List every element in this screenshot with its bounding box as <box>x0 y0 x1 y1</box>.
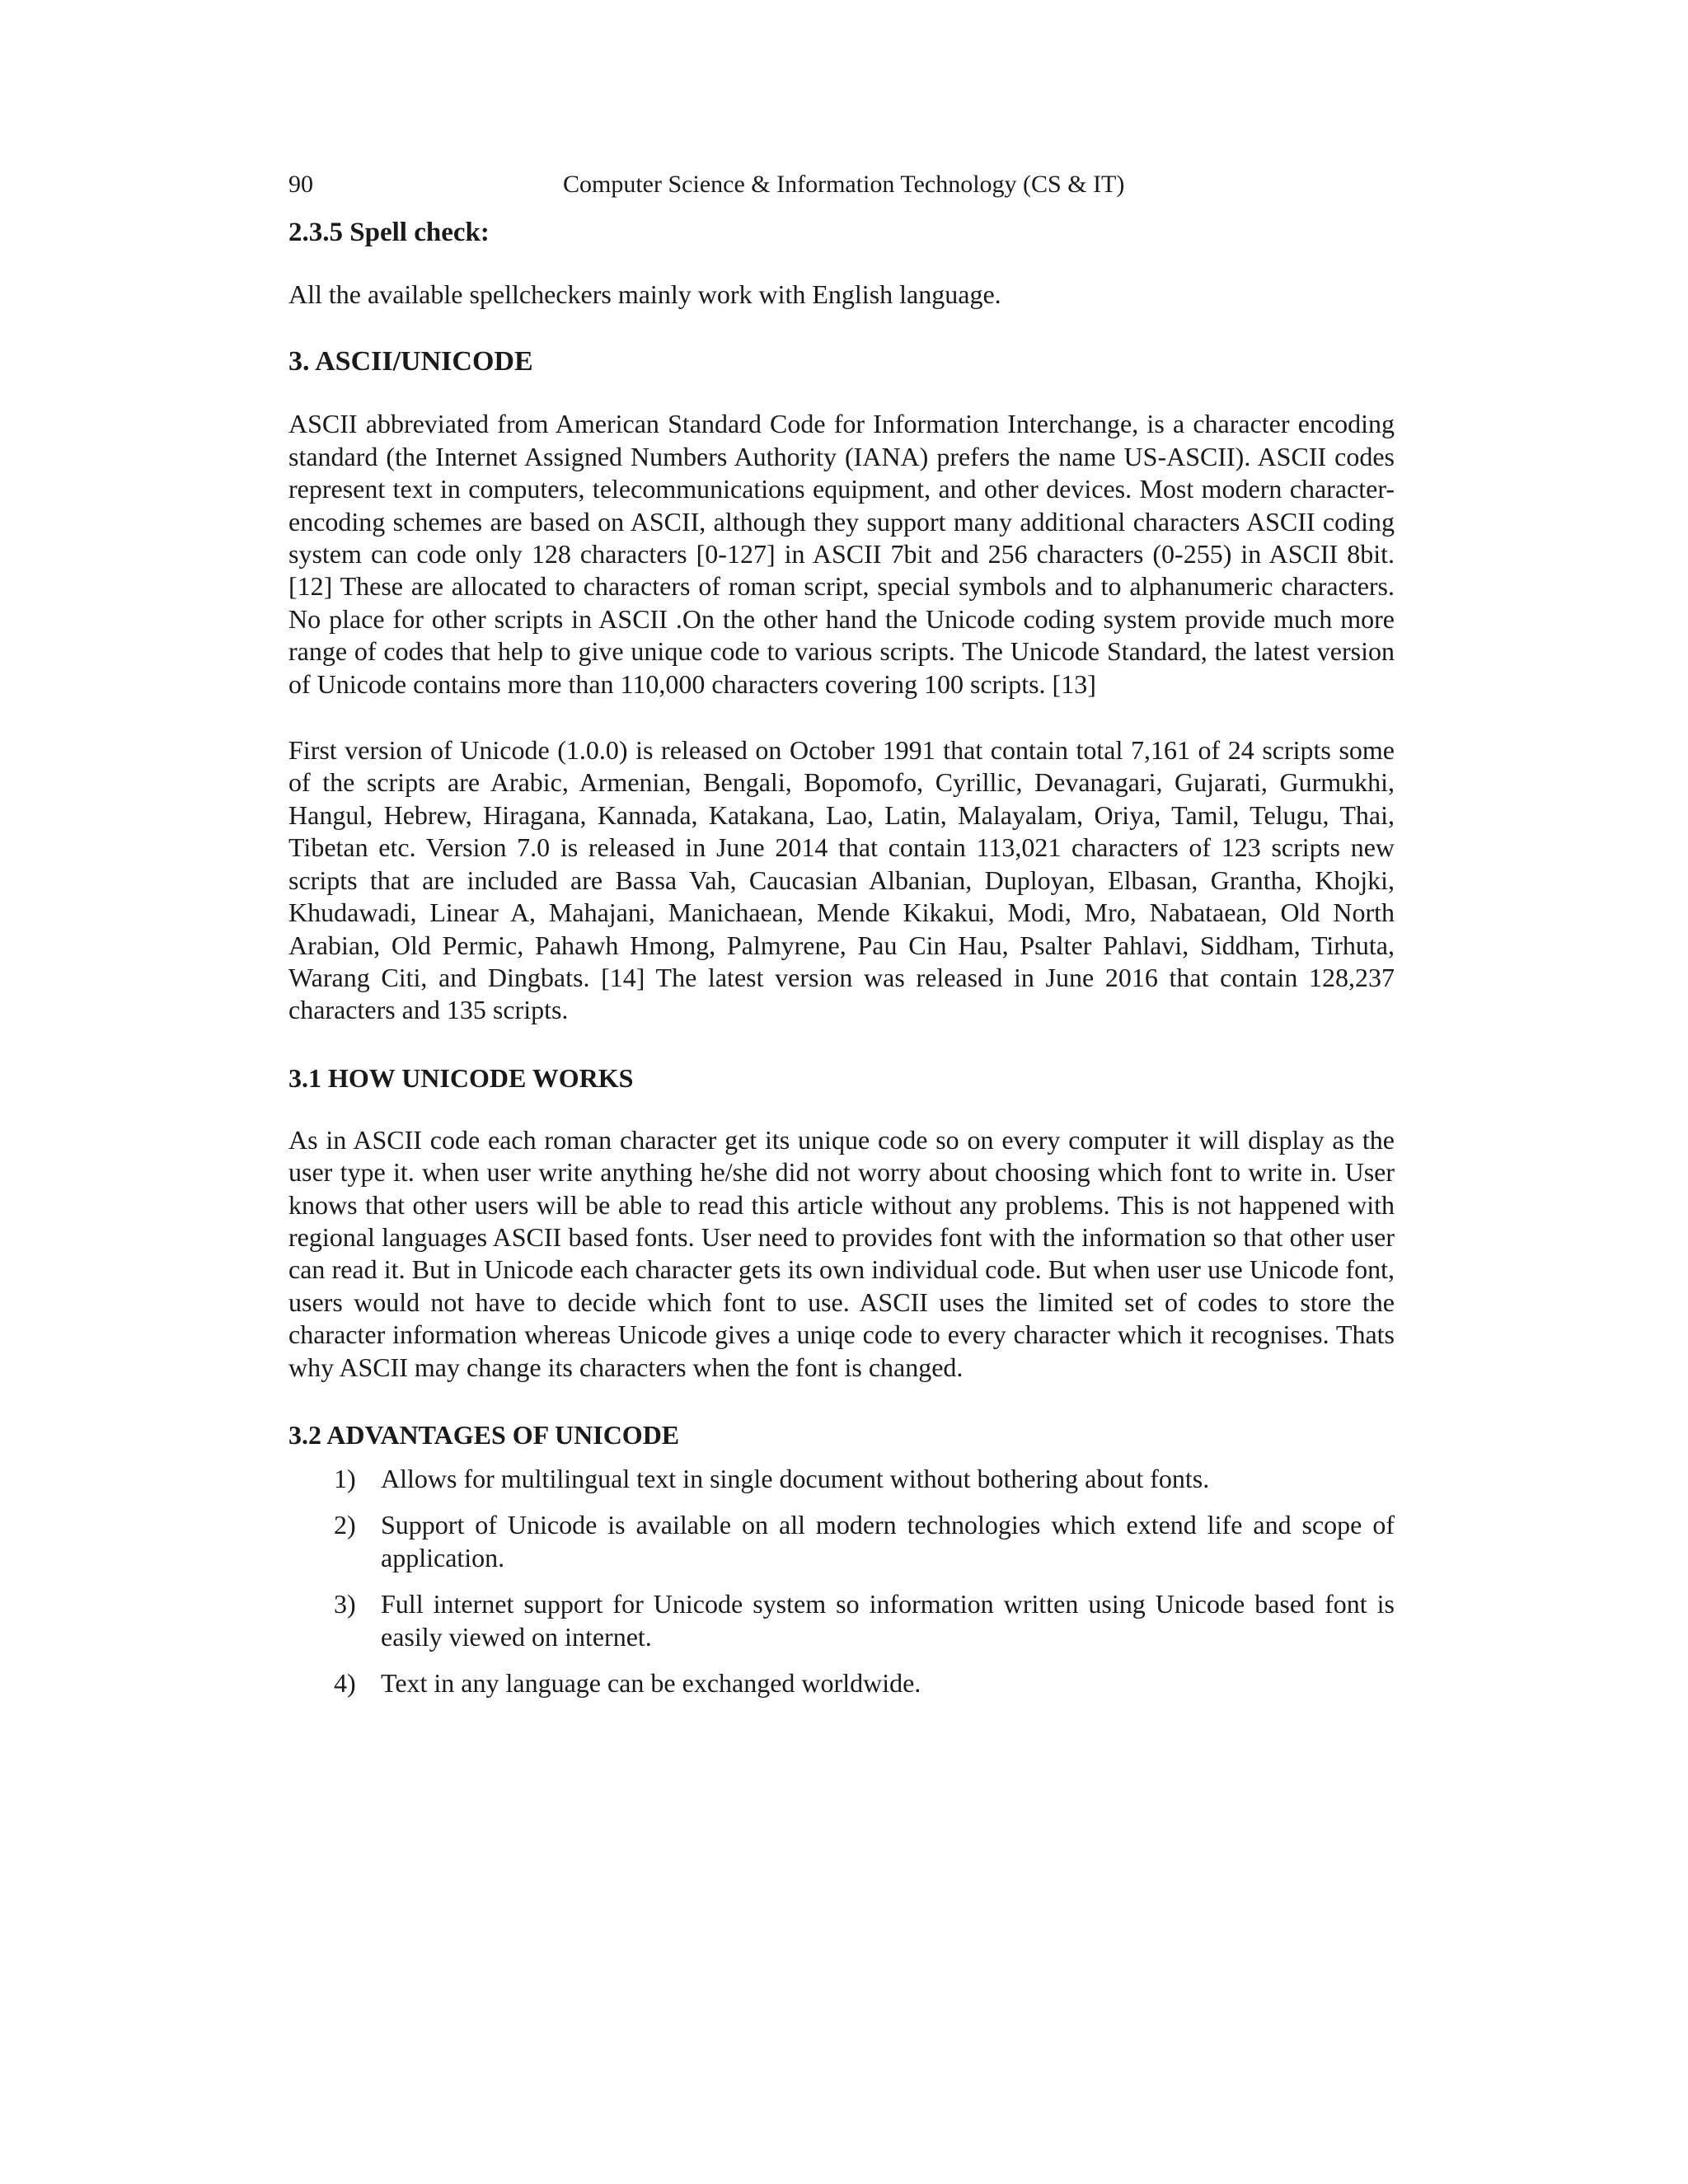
running-header <box>288 165 1395 204</box>
journal-title: Computer Science & Information Technology (CS & IT) <box>563 171 1125 198</box>
section-heading-how-unicode-works: 3.1 HOW UNICODE WORKS <box>288 1062 634 1093</box>
section-heading-ascii-unicode: 3. ASCII/UNICODE <box>288 346 533 377</box>
ascii-paragraph: ASCII abbreviated from American Standard Code for Information Interchange, is a character encoding standard (the Internet Assigned Numbers Authority (IANA) prefers the name US-ASCII). ASCII codes represent text in computers, telecommunications equipment, and other devices. Most modern character-encoding schemes are based on ASCII, although they support many additional characters ASCII coding system can code only 128 characters [0-127] in ASCII 7bit and 256 characters (0-255) in ASCII 8bit. [12] These are allocated to characters of roman script, special symbols and to alphanumeric characters. No place for other scripts in ASCII .On the other hand the Unicode coding system provide much more range of codes that help to give unique code to various scripts. The Unicode Standard, the latest version of Unicode contains more than 110,000 characters covering 100 scripts. [13] <box>288 409 1395 699</box>
section-heading-advantages: 3.2 ADVANTAGES OF UNICODE <box>288 1419 680 1450</box>
list-item <box>288 1588 1395 1653</box>
list-item-number: 4) <box>334 1668 356 1698</box>
list-item-number: 1) <box>334 1463 356 1493</box>
list-item-text: Allows for multilingual text in single document without bothering about fonts. <box>381 1463 1210 1493</box>
advantages-list <box>288 1463 1395 1699</box>
spell-check-paragraph: All the available spellcheckers mainly work with English language. <box>288 279 1001 309</box>
list-item <box>288 1463 1395 1495</box>
unicode-versions-paragraph: First version of Unicode (1.0.0) is released on October 1991 that contain total 7,161 of 24 scripts some of the scripts are Arabic, Armenian, Bengali, Bopomofo, Cyrillic, Devanagari, Gujarati, Gurmukhi, Hangul, Hebrew, Hiragana, Kannada, Katakana, Lao, Latin, Malayalam, Oriya, Tamil, Telugu, Thai, Tibetan etc. Version 7.0 is released in June 2014 that contain 113,021 characters of 123 scripts new scripts that are included are Bassa Vah, Caucasian Albanian, Duployan, Elbasan, Grantha, Khojki, Khudawadi, Linear A, Mahajani, Manichaean, Mende Kikakui, Modi, Mro, Nabataean, Old North Arabian, Old Permic, Pahawh Hmong, Palmyrene, Pau Cin Hau, Psalter Pahlavi, Siddham, Tirhuta, Warang Citi, and Dingbats. [14] The latest version was released in June 2016 that contain 128,237 characters and 135 scripts. <box>288 735 1395 1025</box>
list-item-text: Support of Unicode is available on all modern technologies which extend life and scope of application. <box>381 1510 1395 1572</box>
list-item-number: 2) <box>334 1510 356 1540</box>
list-item <box>288 1509 1395 1574</box>
page-number: 90 <box>288 171 313 198</box>
list-item-text: Full internet support for Unicode system so information written using Unicode based font is easily viewed on internet. <box>381 1589 1395 1652</box>
list-item <box>288 1667 1395 1699</box>
subsection-heading-spell-check: 2.3.5 Spell check: <box>288 218 490 247</box>
how-unicode-works-paragraph: As in ASCII code each roman character get its unique code so on every computer it will display as the user type it. when user write anything he/she did not worry about choosing which font to write in. User knows that other users will be able to read this article without any problems. This is not happened with regional languages ASCII based fonts. User need to provides font with the information so that other user can read it. But in Unicode each character gets its own individual code. But when user use Unicode font, users would not have to decide which font to use. ASCII uses the limited set of codes to store the character information whereas Unicode gives a uniqe code to every character which it recognises. Thats why ASCII may change its characters when the font is changed. <box>288 1124 1395 1382</box>
list-item-number: 3) <box>334 1589 356 1619</box>
list-item-text: Text in any language can be exchanged worldwide. <box>381 1668 921 1698</box>
paper-page <box>288 165 1395 1713</box>
